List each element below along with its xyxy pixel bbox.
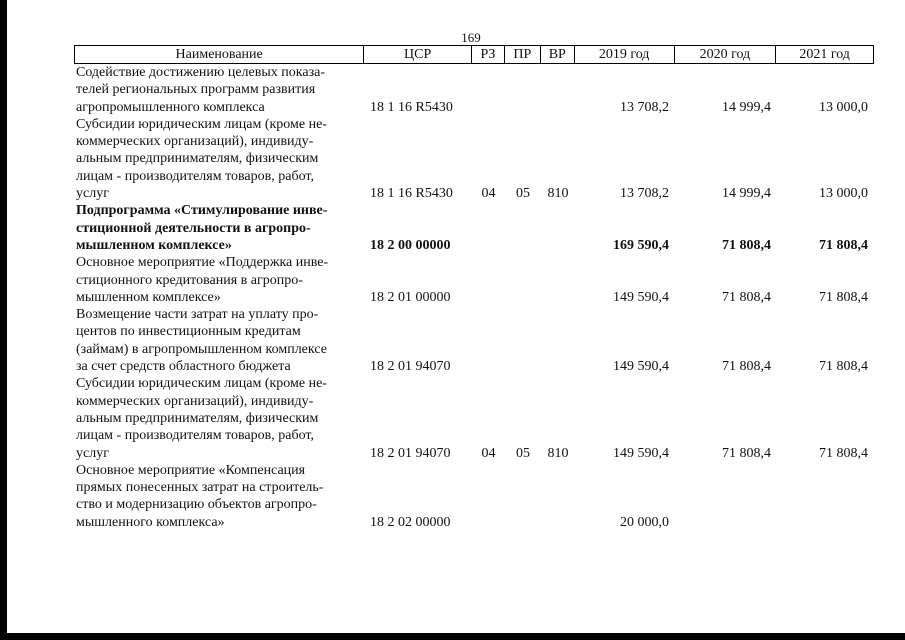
row-2020: 14 999,4 [722, 99, 771, 115]
header-rz: РЗ [472, 46, 505, 63]
row-2019: 149 590,4 [613, 289, 669, 305]
table-row [74, 462, 874, 531]
row-name [74, 202, 364, 254]
row-2020: 14 999,4 [722, 186, 771, 202]
row-2021: 71 808,4 [819, 289, 868, 305]
table-row [74, 375, 874, 461]
row-name-line: стиционного кредитования в агропро- [76, 272, 303, 288]
row-csr: 18 2 02 00000 [370, 514, 451, 530]
row-name-line: лицам - производителям товаров, работ, [76, 428, 314, 444]
row-name-line: Основное мероприятие «Поддержка инве- [76, 255, 329, 271]
row-name-line: Субсидии юридическим лицам (кроме не- [76, 116, 327, 132]
table-row [74, 116, 874, 202]
row-rz: 04 [481, 445, 496, 461]
header-vr: ВР [541, 46, 575, 63]
row-2021: 13 000,0 [819, 99, 868, 115]
row-csr: 18 2 00 00000 [370, 237, 451, 253]
row-rz: 04 [481, 186, 496, 202]
header-pr: ПР [505, 46, 541, 63]
row-csr: 18 2 01 94070 [370, 359, 451, 375]
row-name-line: мышленном комплексе» [76, 289, 221, 305]
page-number: 169 [461, 30, 481, 45]
row-name-line: мышленного комплекса» [76, 514, 225, 530]
row-pr: 05 [516, 445, 530, 461]
row-name-line: (займам) в агропромышленном комплексе [76, 341, 327, 357]
row-name-line: стиционной деятельности в агропро- [76, 220, 311, 236]
row-name-line: услуг [76, 445, 109, 461]
table-row [74, 306, 874, 375]
row-name [74, 254, 364, 306]
row-name-line: альным предпринимателям, физическим [76, 410, 319, 426]
row-name-line: прямых понесенных затрат на строитель- [76, 480, 324, 496]
row-vr: 810 [547, 445, 569, 461]
table-body [74, 64, 874, 531]
row-name-line: мышленном комплексе» [76, 237, 232, 253]
row-name [74, 462, 364, 531]
row-name-line: Возмещение части затрат на уплату про- [76, 307, 319, 323]
row-name [74, 64, 364, 116]
row-name-line: Содействие достижению целевых показа- [76, 65, 325, 80]
row-2019: 149 590,4 [613, 445, 669, 461]
row-name-line: агропромышленного комплекса [76, 99, 265, 115]
row-name-line: центов по инвестиционным кредитам [76, 324, 301, 340]
header-name: Наименование [75, 46, 364, 63]
row-name [74, 306, 364, 375]
row-name-line: альным предпринимателям, физическим [76, 151, 319, 167]
row-name-line: ство и модернизацию объектов агропро- [76, 497, 317, 513]
header-2021: 2021 год [799, 47, 850, 62]
row-2019: 149 590,4 [613, 359, 669, 375]
row-2020: 71 808,4 [722, 289, 771, 305]
row-2021: 13 000,0 [819, 186, 868, 202]
page-edge-left [0, 0, 7, 640]
row-name-line: коммерческих организаций), индивиду- [76, 393, 314, 409]
row-2020: 71 808,4 [722, 445, 771, 461]
row-pr: 05 [516, 186, 530, 202]
row-2019: 13 708,2 [620, 99, 669, 115]
row-2019: 169 590,4 [613, 237, 669, 253]
header-csr: ЦСР [364, 46, 472, 63]
row-name-line: Основное мероприятие «Компенсация [76, 462, 306, 478]
row-name [74, 375, 364, 461]
row-2019: 20 000,0 [620, 514, 669, 530]
header-2019: 2019 год [575, 46, 675, 63]
row-vr: 810 [547, 186, 569, 202]
row-2019: 13 708,2 [620, 186, 669, 202]
row-name-line: за счет средств областного бюджета [76, 359, 291, 375]
page-edge-bottom [0, 633, 905, 640]
budget-table [74, 45, 874, 531]
table-row [74, 254, 874, 306]
row-name-line: телей региональных программ развития [76, 82, 316, 98]
row-name-line: коммерческих организаций), индивиду- [76, 134, 314, 150]
table-row [74, 64, 874, 116]
row-name-line: лицам - производителям товаров, работ, [76, 168, 314, 184]
row-2020: 71 808,4 [722, 237, 771, 253]
row-name-line: Субсидии юридическим лицам (кроме не- [76, 376, 327, 392]
row-2021: 71 808,4 [819, 359, 868, 375]
row-csr: 18 2 01 94070 [370, 445, 451, 461]
table-header [74, 45, 874, 64]
row-csr: 18 2 01 00000 [370, 289, 451, 305]
row-2021: 71 808,4 [819, 445, 868, 461]
row-csr: 18 1 16 R5430 [370, 99, 453, 115]
row-2020: 71 808,4 [722, 359, 771, 375]
row-csr: 18 1 16 R5430 [370, 186, 453, 202]
row-2021: 71 808,4 [819, 237, 868, 253]
header-2020: 2020 год [675, 46, 777, 63]
row-name-line: Подпрограмма «Стимулирование инве- [76, 203, 328, 219]
row-name-line: услуг [76, 186, 109, 202]
table-row [74, 202, 874, 254]
row-name [74, 116, 364, 202]
